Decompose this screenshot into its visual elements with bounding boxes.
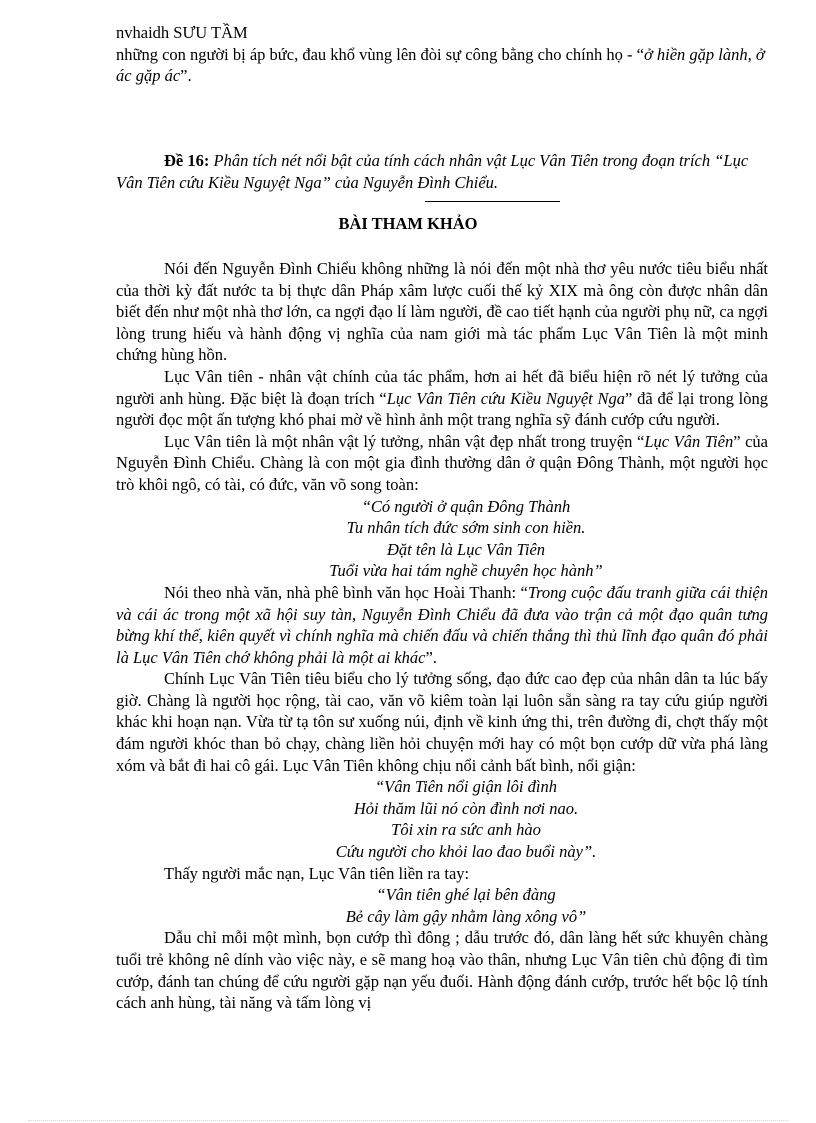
poem-line: Hỏi thăm lũi nó còn đình nơi nao. bbox=[353, 798, 579, 818]
paragraph-4 bbox=[116, 582, 768, 668]
paragraph-3-text: Lục Vân tiên là một nhân vật lý tưởng, nhân vật đẹp nhất trong truyện “ bbox=[164, 431, 645, 451]
paragraph-2-rest: ” đã để lại trong lòng người đọc một ấn tượng khó phai mờ về hình ảnh một trang nghĩa sỹ đánh cướp cứu người. bbox=[116, 388, 768, 430]
header-quote: ở hiền gặp lành, ở ác gặp ác bbox=[116, 44, 765, 86]
paragraph-2-title: Lục Vân Tiên cứu Kiều Nguyệt Nga bbox=[386, 388, 626, 408]
exercise-prompt bbox=[116, 150, 768, 193]
header-quote-end: ”. bbox=[180, 66, 192, 86]
poem-line: Tôi xin ra sức anh hào bbox=[391, 820, 541, 840]
poem-line: “Có người ở quận Đông Thành bbox=[361, 496, 571, 516]
paragraph-3-title: Lục Vân Tiên bbox=[644, 431, 734, 451]
paragraph-5: Chính Lục Vân Tiên tiêu biểu cho lý tưởng sống, đạo đức cao đẹp của nhân dân ta lúc bấy giờ. Chàng là người học rộng, tài cao, văn võ kiêm toàn lại luôn sẵn sàng ra tay cứu giúp người khác khi hoạn nạn. Vừa từ tạ tôn sư xuống núi, định về kinh ứng thi, trên đường đi, chợt thấy một đám người khóc than bỏ chạy, chàng liền hỏi chuyện mới hay có một bọn cướp dữ vừa phá làng xóm và bắt đi hai cô gái. Lục Vân Tiên không chịu nổi cảnh bất bình, nổi giận: bbox=[116, 669, 768, 775]
page-bottom-border bbox=[28, 1120, 788, 1121]
paragraph-4-quote: Trong cuộc đấu tranh giữa cái thiện và cái ác trong một xã hội suy tàn, Nguyễn Đình Chiểu đã đưa vào trận cả một đạo quân tưng bừng khí thế, kiên quyết vì chính nghĩa mà chiến đấu và chiến thắng thì thủ lĩnh đạo quân đó phải là Lục Vân Tiên chớ không phải là một ai khác bbox=[116, 582, 768, 667]
poem-line: Tuổi vừa hai tám nghề chuyên học hành” bbox=[329, 561, 603, 581]
poem-line: Đặt tên là Lục Vân Tiên bbox=[386, 539, 546, 559]
section-heading: BÀI THAM KHẢO bbox=[338, 214, 478, 233]
paragraph-2 bbox=[116, 366, 768, 431]
paragraph-1: Nói đến Nguyễn Đình Chiểu không những là nói đến một nhà thơ yêu nước tiêu biểu nhất của thời kỳ đất nước ta bị thực dân Pháp xâm lược cuối thế kỷ XIX mà ông còn được nhân dân biết đến như một nhà thơ lớn, ca ngợi đạo lí làm người, đề cao tiết hạnh của người phụ nữ, ca ngợi lòng trung hiếu và hành động vị nghĩa của nam giới mà tác phẩm Lục Vân Tiên là một minh chứng hùng hồn. bbox=[116, 259, 768, 365]
source-label: nvhaidh SƯU TẦM bbox=[116, 23, 248, 42]
poem-2 bbox=[116, 776, 768, 862]
paragraph-7: Dẫu chỉ mỗi một mình, bọn cướp thì đông ; dẫu trước đó, dân làng hết sức khuyên chàng tuổi trẻ không nê dính vào việc này, e sẽ mang hoạ vào thân, nhưng Lục Vân tiên chủ động đi tìm cướp, đánh tan chúng để cứu người gặp nạn yếu đuối. Hành động đánh cướp, trước hết bộc lộ tính cách anh hùng, tài năng và tấm lòng vị bbox=[116, 928, 768, 1013]
poem-line: Bẻ cây làm gậy nhằm làng xông vô” bbox=[345, 906, 587, 926]
poem-3 bbox=[116, 884, 768, 927]
page-header bbox=[116, 22, 768, 87]
essay-body bbox=[116, 258, 768, 1014]
exercise-text: Phân tích nét nổi bật của tính cách nhân vật Lục Vân Tiên trong đoạn trích “Lục Vân Tiên cứu Kiều Nguyệt Nga” của Nguyễn Đình Chiểu. bbox=[116, 151, 749, 192]
divider-line bbox=[425, 201, 560, 202]
paragraph-4-end: ”. bbox=[425, 647, 437, 667]
poem-line: “Vân tiên ghé lại bên đàng bbox=[376, 885, 556, 905]
paragraph-3 bbox=[116, 431, 768, 496]
paragraph-3-rest: ” của Nguyễn Đình Chiểu. Chàng là con một gia đình thường dân ở quận Đông Thành, một người học trò khôi ngô, có tài, có đức, văn võ song toàn: bbox=[116, 431, 768, 494]
exercise-label: Đề 16: bbox=[164, 151, 210, 170]
paragraph-4-text: Nói theo nhà văn, nhà phê bình văn học Hoài Thanh: “ bbox=[164, 582, 528, 602]
header-continuation: những con người bị áp bức, đau khổ vùng lên đòi sự công bằng cho chính họ - “ bbox=[116, 44, 644, 64]
poem-1 bbox=[116, 496, 768, 582]
paragraph-6: Thấy người mắc nạn, Lục Vân tiên liền ra tay: bbox=[164, 863, 470, 883]
poem-line: Cứu người cho khỏi lao đao buổi này”. bbox=[335, 842, 597, 862]
poem-line: “Vân Tiên nổi giận lôi đình bbox=[375, 777, 557, 797]
poem-line: Tu nhân tích đức sớm sinh con hiền. bbox=[346, 518, 586, 538]
paragraph-2-text: Lục Vân tiên - nhân vật chính của tác phẩm, hơn ai hết đã biểu hiện rõ nét lý tưởng của người anh hùng. Đặc biệt là đoạn trích “ bbox=[116, 366, 768, 408]
